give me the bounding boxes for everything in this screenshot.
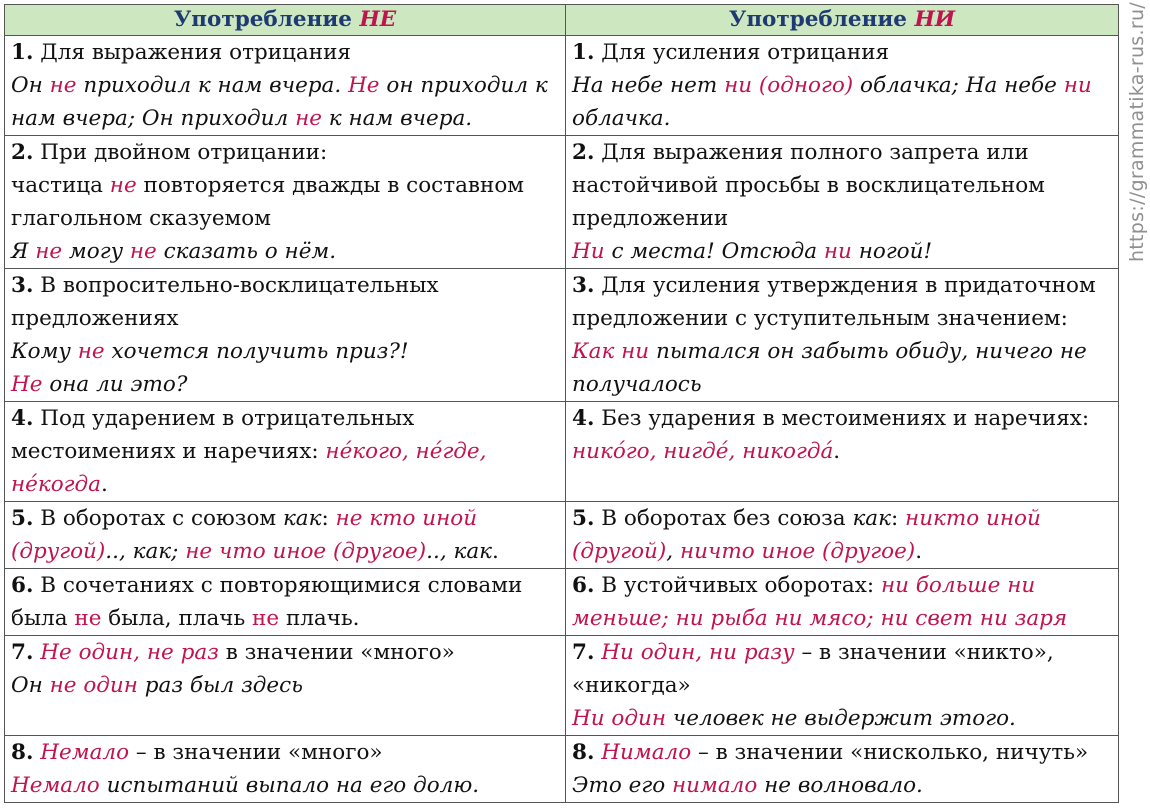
rule-row bbox=[5, 569, 1119, 636]
site-watermark: https://grammatika-rus.ru/ bbox=[1126, 2, 1148, 263]
highlighted-particle: никто иной (другой) bbox=[572, 506, 1041, 564]
rule-description bbox=[572, 136, 1112, 235]
highlighted-particle: Как ни bbox=[572, 339, 650, 364]
text-segment: 6. bbox=[11, 573, 34, 598]
header-row bbox=[5, 5, 1119, 36]
text-segment: облачка; На небе bbox=[853, 73, 1064, 98]
text-segment: 8. bbox=[572, 740, 595, 765]
text-segment: Он bbox=[11, 673, 50, 698]
rule-description bbox=[11, 402, 559, 501]
highlighted-particle: Ни bbox=[572, 239, 605, 264]
text-segment: сказать о нём. bbox=[156, 239, 337, 264]
highlighted-particle: не один bbox=[49, 673, 138, 698]
highlighted-particle: не bbox=[74, 606, 102, 631]
highlighted-particle: нимало bbox=[671, 773, 758, 798]
highlighted-particle: Ни один bbox=[572, 706, 667, 731]
text-segment: 7. bbox=[572, 640, 595, 665]
rule-example bbox=[572, 769, 1112, 802]
rule-cell-ne bbox=[5, 136, 566, 269]
highlighted-particle: нико́го, нигде́, никогда́ bbox=[572, 439, 834, 464]
rule-example bbox=[572, 702, 1112, 735]
text-segment: Без ударения в местоимениях и наречиях: bbox=[594, 406, 1090, 431]
text-segment: могу bbox=[62, 239, 130, 264]
text-segment: как bbox=[852, 506, 891, 531]
rule-example bbox=[11, 669, 559, 702]
text-segment: повторяется дважды в составном глагольном сказуемом bbox=[11, 173, 525, 231]
ne-ni-usage-table bbox=[4, 4, 1119, 803]
rule-cell-ni bbox=[566, 502, 1119, 569]
rule-description bbox=[11, 569, 559, 635]
rule-description bbox=[11, 502, 559, 568]
rule-row bbox=[5, 136, 1119, 269]
text-segment: Я bbox=[11, 239, 36, 264]
text-segment: она ли это? bbox=[42, 372, 188, 397]
rule-description bbox=[11, 736, 559, 769]
rule-description bbox=[572, 569, 1112, 635]
rule-description bbox=[572, 636, 1112, 702]
highlighted-particle: не что иное (другое) bbox=[185, 539, 427, 564]
text-segment: была, плачь bbox=[101, 606, 253, 631]
rule-example bbox=[572, 335, 1112, 401]
rule-row bbox=[5, 502, 1119, 569]
text-segment: 3. bbox=[11, 273, 34, 298]
rule-description bbox=[572, 502, 1112, 568]
text-segment: Для усиления утверждения в придаточном предложении с уступительным значением: bbox=[572, 273, 1096, 331]
text-segment: : bbox=[890, 506, 906, 531]
header-ne-prefix: Употребление bbox=[173, 7, 360, 32]
highlighted-particle: не bbox=[109, 173, 137, 198]
highlighted-particle: Немало bbox=[40, 740, 130, 765]
text-segment: 5. bbox=[11, 506, 34, 531]
highlighted-particle: не́кого, не́где, не́когда bbox=[11, 439, 487, 497]
rule-cell-ne bbox=[5, 736, 566, 803]
rule-cell-ne bbox=[5, 36, 566, 136]
text-segment: 8. bbox=[11, 740, 34, 765]
rule-example bbox=[11, 235, 559, 268]
text-segment: 5. bbox=[572, 506, 595, 531]
text-segment: пытался он забыть обиду, ничего не получалось bbox=[572, 339, 1087, 397]
text-segment: В сочетаниях с повторяющимися словами была bbox=[11, 573, 523, 631]
text-segment: Под ударением в отрицательных местоимениях и наречиях: bbox=[11, 406, 415, 464]
highlighted-particle: не bbox=[77, 339, 105, 364]
text-segment: , bbox=[666, 539, 680, 564]
text-segment: .., как; bbox=[105, 539, 186, 564]
text-segment: Он bbox=[11, 73, 50, 98]
rule-row bbox=[5, 636, 1119, 736]
text-segment: .., как bbox=[426, 539, 493, 564]
text-segment: 7. bbox=[11, 640, 34, 665]
text-segment: приходил к нам вчера. bbox=[76, 73, 349, 98]
text-segment: На небе нет bbox=[572, 73, 725, 98]
text-segment: Кому bbox=[11, 339, 78, 364]
text-segment: 6. bbox=[572, 573, 595, 598]
text-segment: В устойчивых оборотах: bbox=[594, 573, 881, 598]
text-segment: в значении «много» bbox=[218, 640, 455, 665]
rule-cell-ni bbox=[566, 402, 1119, 502]
text-segment: с места! Отсюда bbox=[604, 239, 824, 264]
rule-row bbox=[5, 736, 1119, 803]
text-segment: . bbox=[100, 472, 108, 497]
header-ne-particle: НЕ bbox=[359, 7, 397, 32]
text-segment: как bbox=[282, 506, 322, 531]
rule-description bbox=[11, 36, 559, 69]
rule-description bbox=[11, 269, 559, 335]
text-segment: В вопросительно-восклицательных предложениях bbox=[11, 273, 439, 331]
highlighted-particle: ни больше ни меньше; ни рыба ни мясо; ни свет ни заря bbox=[572, 573, 1068, 631]
rule-cell-ne bbox=[5, 636, 566, 736]
highlighted-particle: Нимало bbox=[601, 740, 692, 765]
rule-example bbox=[11, 69, 559, 135]
rule-description bbox=[572, 36, 1112, 69]
text-segment: 3. bbox=[572, 273, 595, 298]
rule-example bbox=[572, 435, 1112, 468]
highlighted-particle: ни (одного) bbox=[724, 73, 854, 98]
rule-row bbox=[5, 36, 1119, 136]
text-segment: к нам вчера. bbox=[321, 106, 473, 131]
text-segment: – в значении «никто», «никогда» bbox=[572, 640, 1054, 698]
highlighted-particle: Ни один, ни разу bbox=[601, 640, 795, 665]
rule-description bbox=[11, 636, 559, 669]
text-segment: облачка. bbox=[572, 106, 671, 131]
highlighted-particle: не bbox=[35, 239, 63, 264]
rule-cell-ne bbox=[5, 269, 566, 402]
highlighted-particle: не bbox=[49, 73, 77, 98]
rule-cell-ne bbox=[5, 569, 566, 636]
text-segment: 2. bbox=[572, 140, 595, 165]
rule-example bbox=[11, 368, 559, 401]
header-ni-prefix: Употребление bbox=[728, 7, 915, 32]
rule-row bbox=[5, 402, 1119, 502]
text-segment: испытаний выпало на его долю. bbox=[99, 773, 480, 798]
rule-cell-ni bbox=[566, 269, 1119, 402]
rule-description bbox=[572, 736, 1112, 769]
text-segment: При двойном отрицании: bbox=[33, 140, 328, 165]
rule-cell-ni bbox=[566, 569, 1119, 636]
highlighted-particle: не bbox=[129, 239, 157, 264]
text-segment: . bbox=[833, 439, 841, 464]
highlighted-particle: не bbox=[252, 606, 280, 631]
text-segment: – в значении «много» bbox=[129, 740, 383, 765]
text-segment: человек не выдержит этого. bbox=[666, 706, 1016, 731]
rule-description bbox=[11, 136, 559, 169]
text-segment: он приходил к нам вчера; Он приходил bbox=[11, 73, 548, 131]
highlighted-particle: ни bbox=[823, 239, 852, 264]
text-segment: 2. bbox=[11, 140, 34, 165]
rule-cell-ni bbox=[566, 136, 1119, 269]
text-segment: В оборотах без союза bbox=[594, 506, 853, 531]
rule-example bbox=[11, 769, 559, 802]
text-segment: – в значении «нисколько, ничуть» bbox=[691, 740, 1089, 765]
text-segment: : bbox=[321, 506, 336, 531]
text-segment: Для выражения полного запрета или настойчивой просьбы в восклицательном предложении bbox=[572, 140, 1045, 231]
text-segment: хочется получить приз?! bbox=[104, 339, 409, 364]
highlighted-particle: Не bbox=[11, 372, 43, 397]
rule-cell-ne bbox=[5, 502, 566, 569]
rule-description bbox=[572, 402, 1112, 435]
text-segment: 1. bbox=[572, 40, 595, 65]
text-segment: Это его bbox=[572, 773, 672, 798]
text-segment: Для усиления отрицания bbox=[594, 40, 890, 65]
text-segment: частица bbox=[11, 173, 110, 198]
rule-example bbox=[11, 169, 559, 235]
rule-example bbox=[572, 69, 1112, 135]
header-ni-particle: НИ bbox=[914, 7, 956, 32]
text-segment: раз был здесь bbox=[137, 673, 303, 698]
rule-cell-ni bbox=[566, 736, 1119, 803]
rule-example bbox=[572, 235, 1112, 268]
rule-description bbox=[572, 269, 1112, 335]
text-segment: 4. bbox=[11, 406, 34, 431]
highlighted-particle: Не bbox=[348, 73, 380, 98]
rule-cell-ni bbox=[566, 636, 1119, 736]
header-ni bbox=[566, 5, 1119, 36]
highlighted-particle: Немало bbox=[11, 773, 100, 798]
highlighted-particle: не кто иной (другой) bbox=[11, 506, 478, 564]
highlighted-particle: ни bbox=[1063, 73, 1092, 98]
text-segment: В оборотах с союзом bbox=[33, 506, 283, 531]
text-segment: ногой! bbox=[851, 239, 933, 264]
rule-cell-ni bbox=[566, 36, 1119, 136]
text-segment: плачь. bbox=[279, 606, 360, 631]
highlighted-particle: ничто иное (другое) bbox=[679, 539, 916, 564]
rule-example bbox=[11, 335, 559, 368]
rule-row bbox=[5, 269, 1119, 402]
rule-cell-ne bbox=[5, 402, 566, 502]
text-segment: . bbox=[915, 539, 923, 564]
text-segment: 1. bbox=[11, 40, 34, 65]
text-segment: не волновало. bbox=[757, 773, 923, 798]
highlighted-particle: Не один, не раз bbox=[40, 640, 219, 665]
highlighted-particle: не bbox=[295, 106, 322, 131]
text-segment: . bbox=[492, 539, 499, 564]
text-segment: Для выражения отрицания bbox=[33, 40, 351, 65]
text-segment: 4. bbox=[572, 406, 595, 431]
header-ne bbox=[5, 5, 566, 36]
